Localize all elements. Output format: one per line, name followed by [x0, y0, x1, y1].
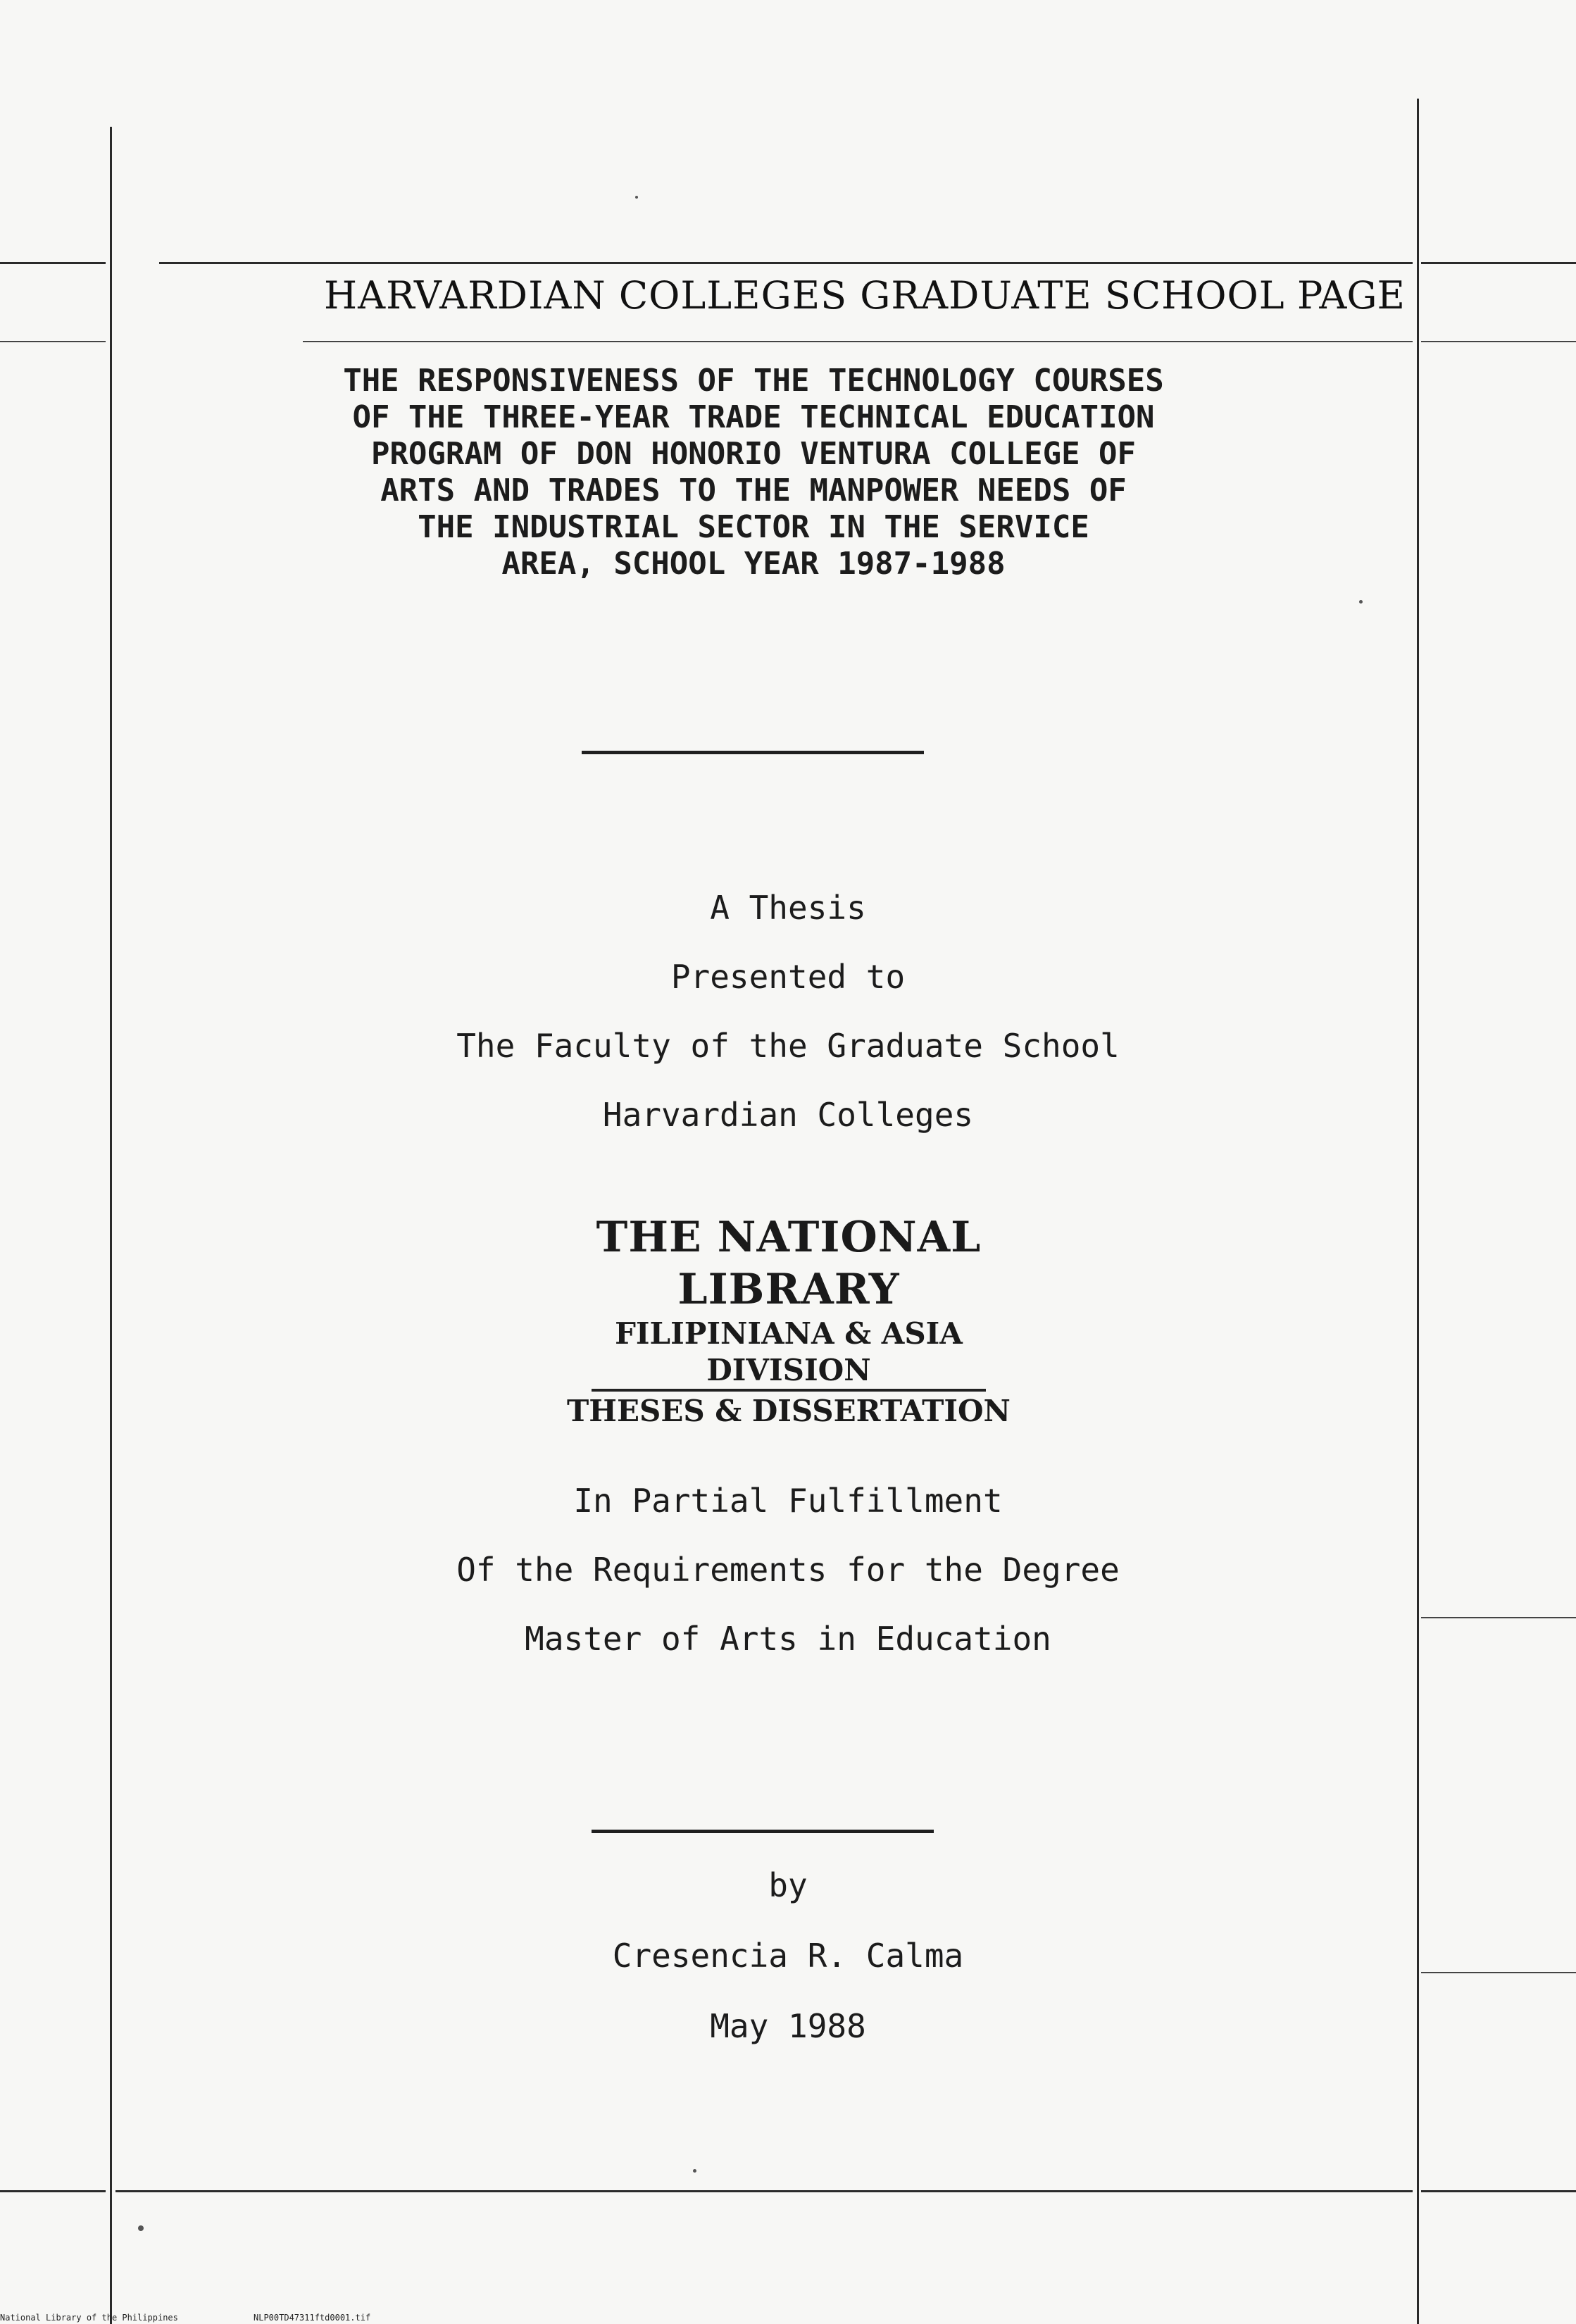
presented-to-label: Presented to	[670, 958, 906, 996]
thesis-date: May 1988	[710, 2007, 866, 2045]
stamp-division: FILIPINIANA & ASIA DIVISION	[592, 1316, 986, 1392]
right-margin-mark-1	[1421, 1617, 1576, 1618]
title-line: THE RESPONSIVENESS OF THE TECHNOLOGY COURSES	[343, 363, 1164, 399]
header-underline-right	[1421, 341, 1576, 342]
title-line: ARTS AND TRADES TO THE MANPOWER NEEDS OF	[380, 473, 1127, 508]
thesis-title	[211, 363, 1296, 582]
institution-header: HARVARDIAN COLLEGES GRADUATE SCHOOL	[324, 273, 1285, 318]
top-rule-right	[1421, 262, 1576, 264]
scan-source-note: National Library of the Philippines	[0, 2313, 178, 2323]
scan-speck	[635, 196, 638, 199]
fulfillment-label: In Partial Fulfillment	[573, 1482, 1003, 1520]
degree-label: Master of Arts in Education	[525, 1620, 1051, 1658]
stamp-library-name: THE NATIONAL LIBRARY	[596, 1213, 982, 1314]
top-rule-left	[0, 262, 106, 264]
left-border-line	[110, 127, 112, 2324]
title-line: AREA, SCHOOL YEAR 1987-1988	[501, 546, 1006, 582]
right-border-line	[1417, 99, 1419, 2324]
title-line: THE INDUSTRIAL SECTOR IN THE SERVICE	[418, 509, 1089, 545]
bottom-rule-right	[1421, 2190, 1576, 2192]
header-underline	[303, 341, 1413, 342]
bottom-rule-left	[0, 2190, 106, 2192]
title-line: PROGRAM OF DON HONORIO VENTURA COLLEGE OF	[370, 436, 1137, 472]
bottom-rule	[115, 2190, 1413, 2192]
title-line: OF THE THREE-YEAR TRADE TECHNICAL EDUCATION	[352, 399, 1155, 435]
thesis-label: A Thesis	[710, 889, 866, 927]
top-rule	[159, 262, 1413, 264]
separator-rule-top	[582, 751, 924, 754]
author-name: Cresencia R. Calma	[612, 1937, 964, 1975]
scan-speck	[693, 2169, 696, 2173]
scan-speck	[1359, 600, 1363, 604]
requirements-label: Of the Requirements for the Degree	[456, 1551, 1120, 1589]
page-label: PAGE	[1297, 273, 1405, 318]
separator-rule-bottom	[592, 1830, 934, 1833]
national-library-stamp	[493, 1211, 1084, 1431]
faculty-label: The Faculty of the Graduate School	[456, 1027, 1120, 1065]
scan-speck	[138, 2225, 144, 2231]
header-underline-left	[0, 341, 106, 342]
stamp-collection: THESES & DISSERTATION	[567, 1394, 1011, 1428]
college-label: Harvardian Colleges	[602, 1096, 974, 1134]
by-label: by	[768, 1866, 808, 1904]
scan-file-name: NLP00TD47311ftd0001.tif	[254, 2313, 371, 2323]
